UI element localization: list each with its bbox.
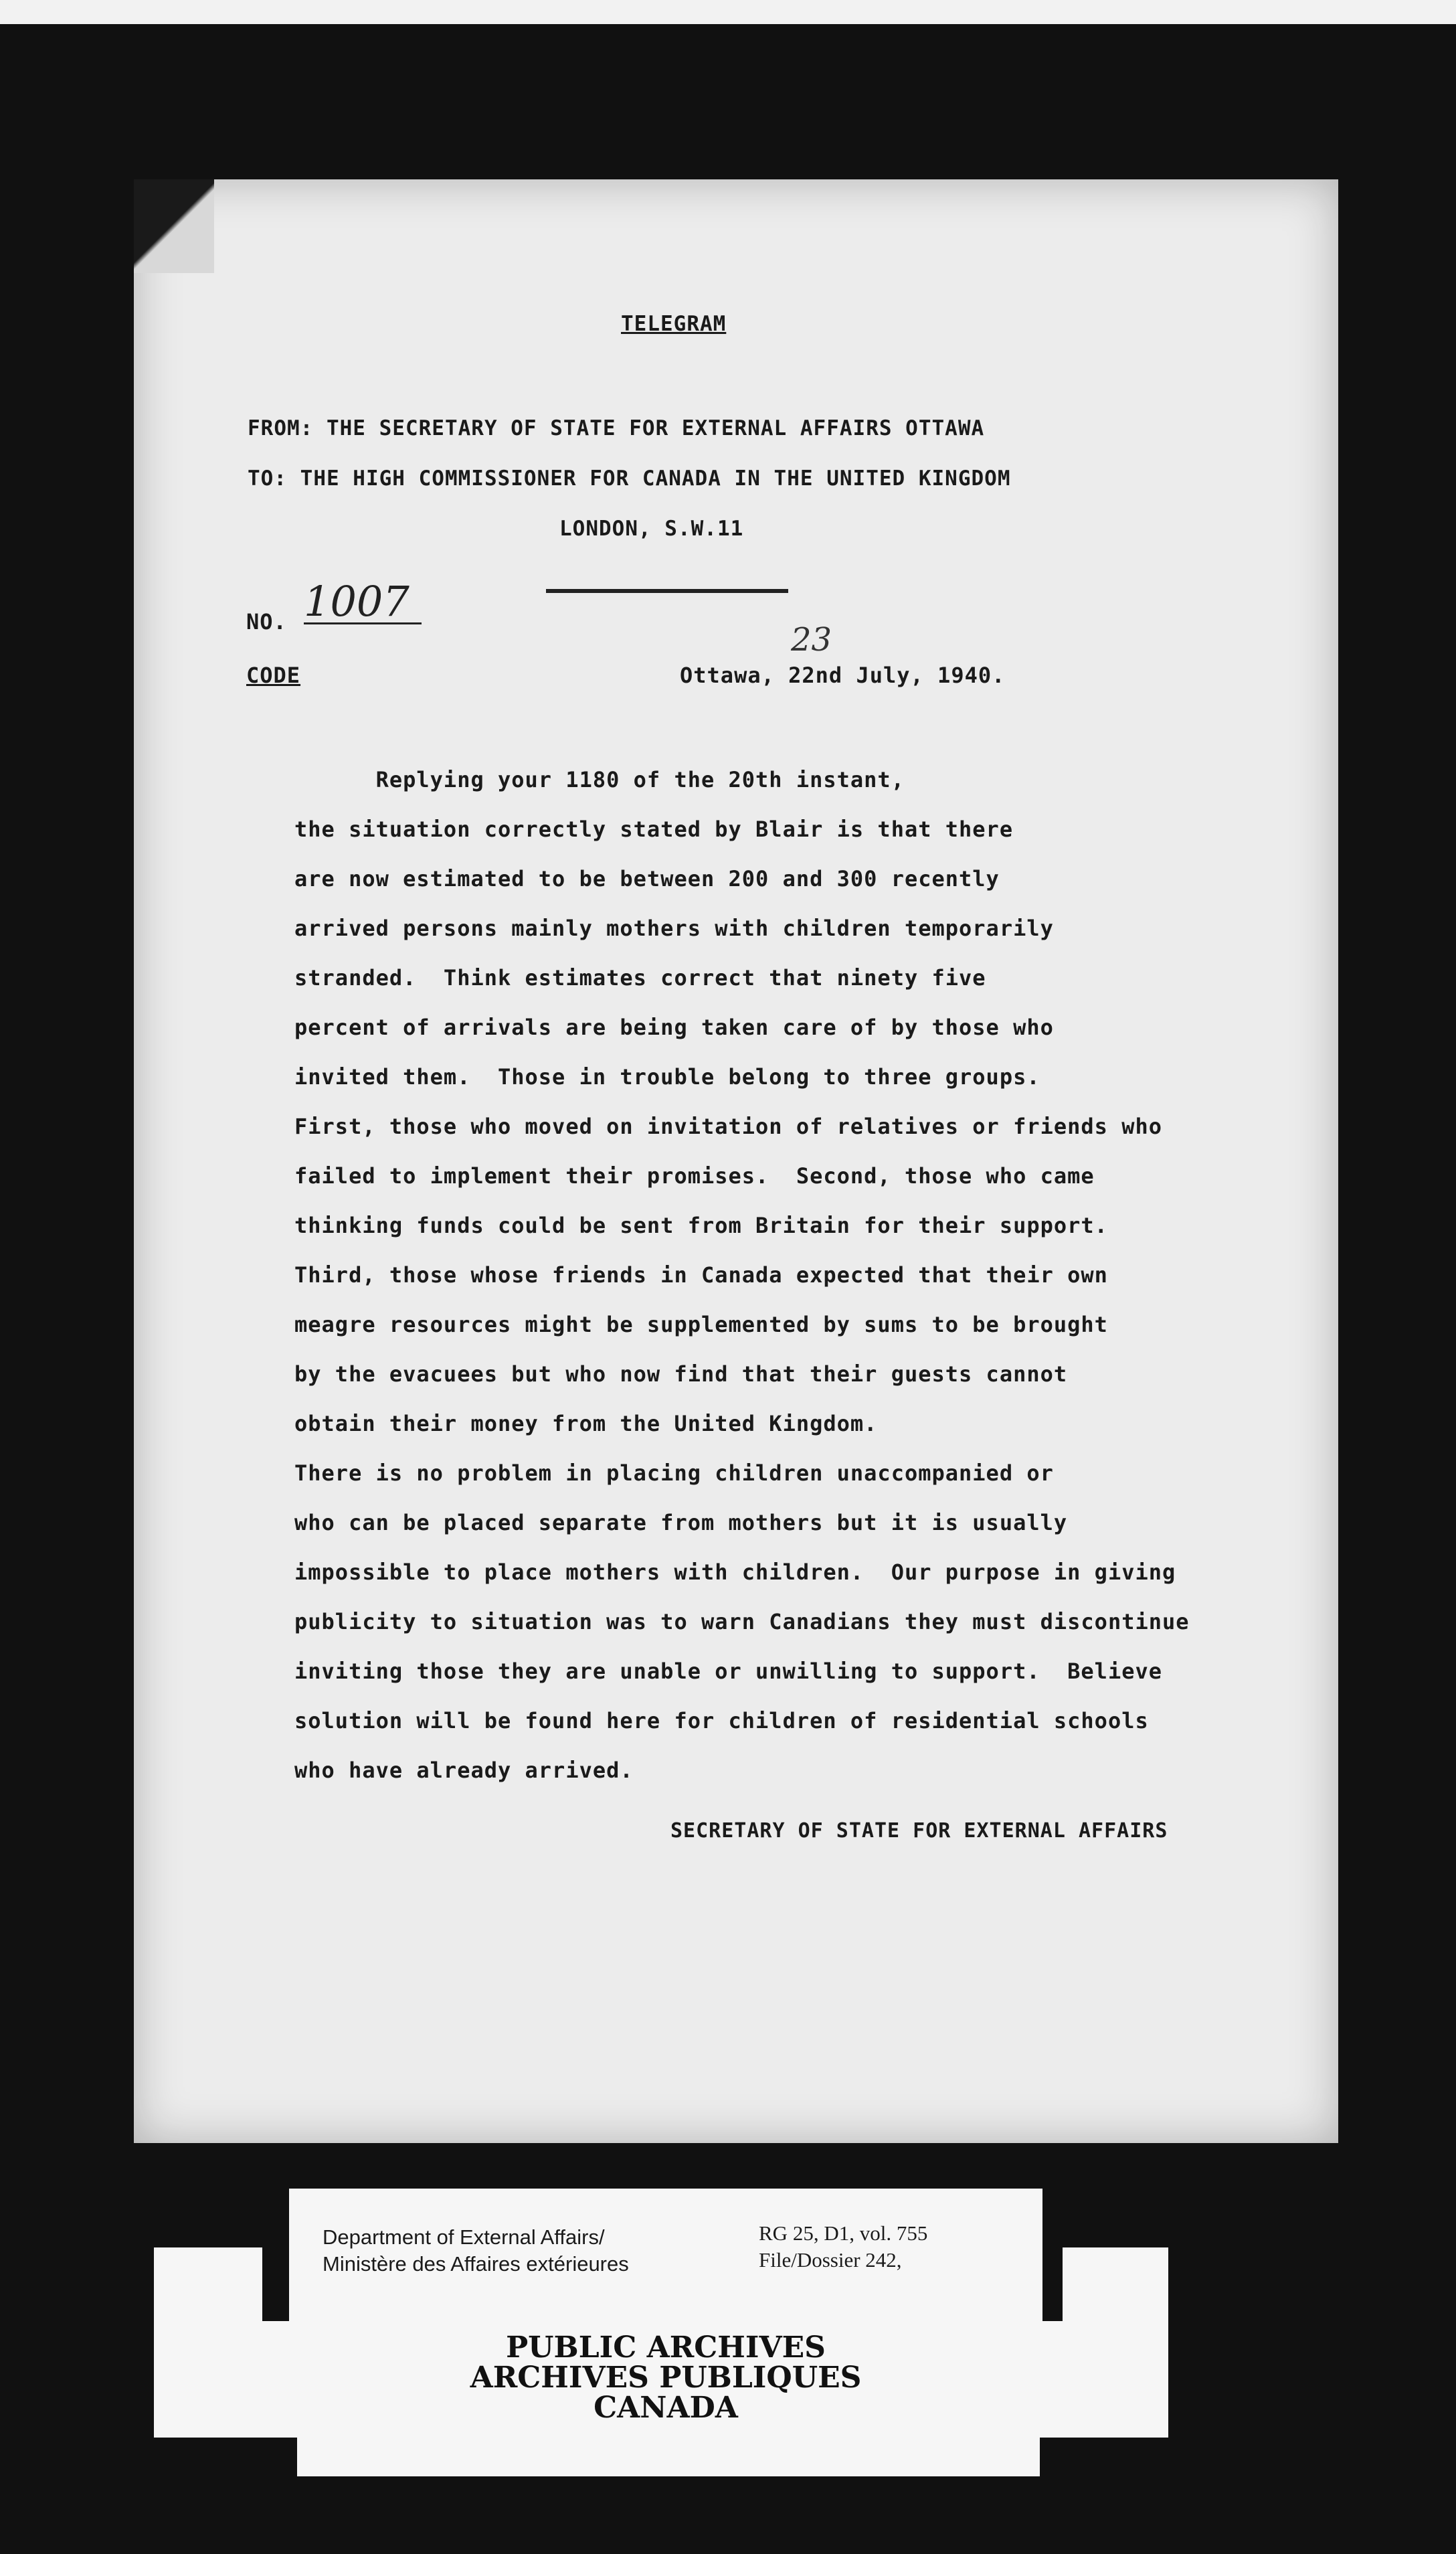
number-label: NO.: [246, 609, 287, 634]
body-line: are now estimated to be between 200 and 300 recently: [294, 866, 1000, 891]
file-number: File/Dossier 242,: [759, 2248, 902, 2272]
body-line: inviting those they are unable or unwilling to support. Believe: [294, 1658, 1162, 1684]
body-line: arrived persons mainly mothers with children temporarily: [294, 916, 1054, 941]
department-fr: Ministère des Affaires extérieures: [323, 2252, 629, 2276]
body-line: meagre resources might be supplemented by sums to be brought: [294, 1312, 1108, 1337]
handwritten-number: 1007: [304, 581, 422, 624]
signature-line: SECRETARY OF STATE FOR EXTERNAL AFFAIRS: [670, 1819, 1168, 1843]
folded-corner: [134, 179, 214, 273]
body-line: invited them. Those in trouble belong to three groups.: [294, 1064, 1040, 1090]
body-line: thinking funds could be sent from Britain for their support.: [294, 1213, 1108, 1238]
record-group: RG 25, D1, vol. 755: [759, 2221, 928, 2245]
body-line: First, those who moved on invitation of relatives or friends who: [294, 1114, 1162, 1139]
body-line: impossible to place mothers with children. Our purpose in giving: [294, 1559, 1176, 1585]
body-line: who have already arrived.: [294, 1758, 634, 1783]
telegram-date: Ottawa, 22nd July, 1940.: [680, 663, 1006, 688]
body-line: solution will be found here for children of residential schools: [294, 1708, 1149, 1733]
scan-border: [0, 0, 1456, 24]
code-label: CODE: [246, 663, 301, 688]
archive-title-line: PUBLIC ARCHIVES: [506, 2330, 826, 2365]
from-line: FROM: THE SECRETARY OF STATE FOR EXTERNAL AFFAIRS OTTAWA: [248, 416, 985, 440]
body-line: by the evacuees but who now find that their guests cannot: [294, 1361, 1068, 1387]
to-line: TO: THE HIGH COMMISSIONER FOR CANADA IN THE UNITED KINGDOM: [248, 466, 1011, 491]
body-line: percent of arrivals are being taken care of by those who: [294, 1015, 1054, 1040]
body-line: Replying your 1180 of the 20th instant,: [294, 767, 905, 792]
archive-title-line: CANADA: [594, 2391, 738, 2425]
handwritten-date-correction: 23: [791, 621, 832, 659]
body-line: publicity to situation was to warn Canadians they must discontinue: [294, 1609, 1190, 1634]
body-line: obtain their money from the United Kingdom.: [294, 1411, 878, 1436]
body-line: who can be placed separate from mothers but it is usually: [294, 1510, 1068, 1535]
telegram-title: TELEGRAM: [621, 312, 727, 336]
address-line: LONDON, S.W.11: [559, 517, 744, 541]
body-line: the situation correctly stated by Blair is that there: [294, 817, 1014, 842]
archive-title-line: ARCHIVES PUBLIQUES: [470, 2361, 862, 2395]
body-line: There is no problem in placing children unaccompanied or: [294, 1460, 1054, 1486]
body-line: failed to implement their promises. Second, those who came: [294, 1163, 1095, 1189]
body-line: Third, those whose friends in Canada expected that their own: [294, 1262, 1108, 1288]
divider-rule: [546, 589, 788, 593]
body-line: stranded. Think estimates correct that ninety five: [294, 965, 986, 991]
department-en: Department of External Affairs/: [323, 2225, 605, 2249]
